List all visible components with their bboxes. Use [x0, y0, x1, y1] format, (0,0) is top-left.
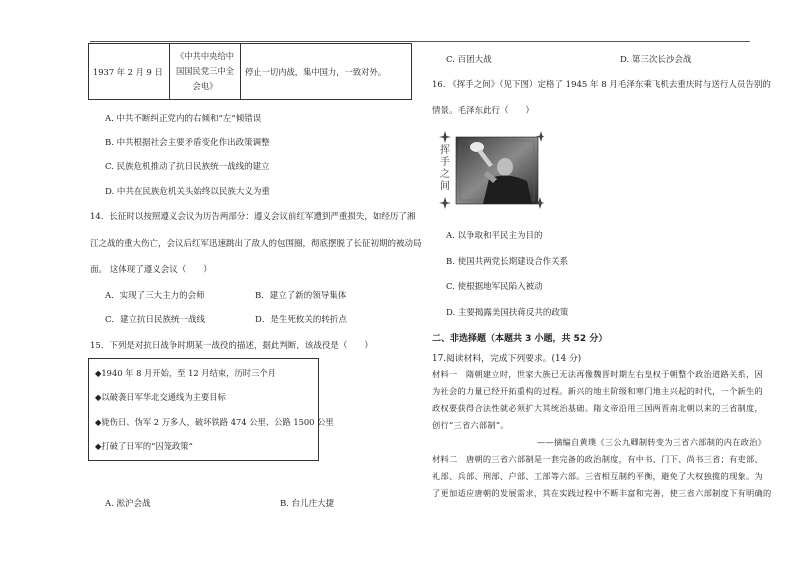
table-doc-cell: 《中共中央给中 国国民党三中全 会电》: [170, 44, 241, 100]
q14-stem-line-2: 江之战的重大伤亡，会议后红军迅速跳出了敌人的包围圈，彻底摆脱了长征初期的被动局: [90, 239, 422, 249]
q15-stem: 15．下列是对抗日战争时期某一战役的描述，据此判断，该战役是（ ）: [90, 341, 373, 351]
q17-m1-line-3: 政权要获得合法性就必须扩大其统治基础。隋文帝沿用三国两晋南北朝以来的三省制度，: [432, 403, 764, 413]
q14-option-c: C．建立抗日民族统一战线: [105, 315, 206, 325]
q14-option-d: D．是生死攸关的转折点: [255, 315, 347, 325]
table-content-cell: 停止一切内战，集中国力，一致对外。: [241, 44, 412, 100]
q13-table: [88, 43, 412, 100]
q13-option-c: C. 民族危机推动了抗日民族统一战线的建立: [105, 162, 270, 172]
waving-photo-figure: [437, 131, 544, 209]
q14-stem-line-3: 面。 这体现了遵义会议（ ）: [90, 265, 212, 275]
q17-title: 17.阅读材料，完成下列要求。(14 分): [432, 354, 582, 364]
q14-option-a: A．实现了三大主力的会师: [105, 291, 205, 301]
figure-title: 挥手之间: [440, 145, 450, 192]
q17-m1-line-1: 材料一 隋朝建立时，世家大族已无法再像魏晋时期左右皇权于朝整个政治道路关系，因: [432, 369, 764, 379]
q16-option-c: C. 使根据地军民陷入被动: [446, 282, 543, 292]
q16-stem-line-1: 16. 《挥手之间》（见下图）定格了 1945 年 8 月毛泽东乘飞机去重庆时与送行人员告别的: [432, 80, 771, 90]
q16-option-d: D. 主要揭露美国扶蒋反共的政策: [446, 308, 569, 318]
q14-stem-line-1: 14．长征时以按照遵义会议为历告两部分：遵义会议前红军遭到严重损失，如经历了湘: [90, 212, 416, 222]
q17-m2-line-3: 了更加适应唐朝的发展需求，其在实践过程中不断丰富和完善，使三省六部制度下有明确的: [432, 488, 772, 498]
q17-m2-line-2: 礼部、兵部、刑部、户部、工部等六部。三省相互制约平衡，避免了大权独揽的现象。为: [432, 471, 764, 481]
q16-option-a: A. 以争取和平民主为目的: [446, 231, 543, 241]
q15-box-line-1: ◆1940 年 8 月开始，至 12 月结束，历时三个月: [95, 368, 276, 378]
q17-m2-line-1: 材料二 唐朝的三省六部制是一套完备的政治制度，有中书、门下、尚书三省；有吏部、: [432, 454, 764, 464]
q16-option-b: B. 使国共两党长期建设合作关系: [446, 257, 569, 267]
q17-m1-source: ——摘编自黄璞《三公九卿制转变为三省六部制的内在政治》: [537, 437, 767, 447]
q15-box-line-4: ◆打破了日军的“囚笼政策”: [95, 441, 193, 451]
q17-m1-line-4: 创行“三省六部制”。: [432, 420, 509, 430]
section-2-heading: 二、非选择题（本题共 3 小题，共 52 分）: [432, 334, 608, 344]
header-rule: [90, 41, 750, 42]
q14-option-b: B．建立了新的领导集体: [255, 291, 347, 301]
q16-stem-line-2: 情景。毛泽东此行（ ）: [432, 106, 535, 116]
q15-option-b: B. 台儿庄大捷: [280, 499, 335, 509]
q15-option-c: C. 百团大战: [446, 55, 492, 65]
q15-box-line-3: ◆毙伤日、伪军 2 万多人，破坏铁路 474 公里、公路 1500 公里: [95, 417, 334, 427]
q13-option-b: B. 中共根据社会主要矛盾变化作出政策调整: [105, 138, 270, 148]
table-date-cell: 1937 年 2 月 9 日: [89, 44, 170, 100]
q13-option-d: D. 中共在民族危机关头始终以民族大义为重: [105, 187, 270, 197]
q15-box-line-2: ◆以破袭日军华北交通线为主要目标: [95, 392, 226, 402]
q15-option-d: D. 第三次长沙会战: [620, 55, 692, 65]
q17-m1-line-2: 为社会的力量已经开拓重构的过程。新兴的地主阶级和寒门地主兴起的时代，一个新生的: [432, 386, 764, 396]
q15-info-box: [88, 358, 334, 461]
q13-option-a: A. 中共不断纠正党内的右倾和“左”倾错误: [105, 114, 262, 124]
photo-illustration: [437, 131, 544, 209]
q15-option-a: A. 淞沪会战: [105, 499, 151, 509]
